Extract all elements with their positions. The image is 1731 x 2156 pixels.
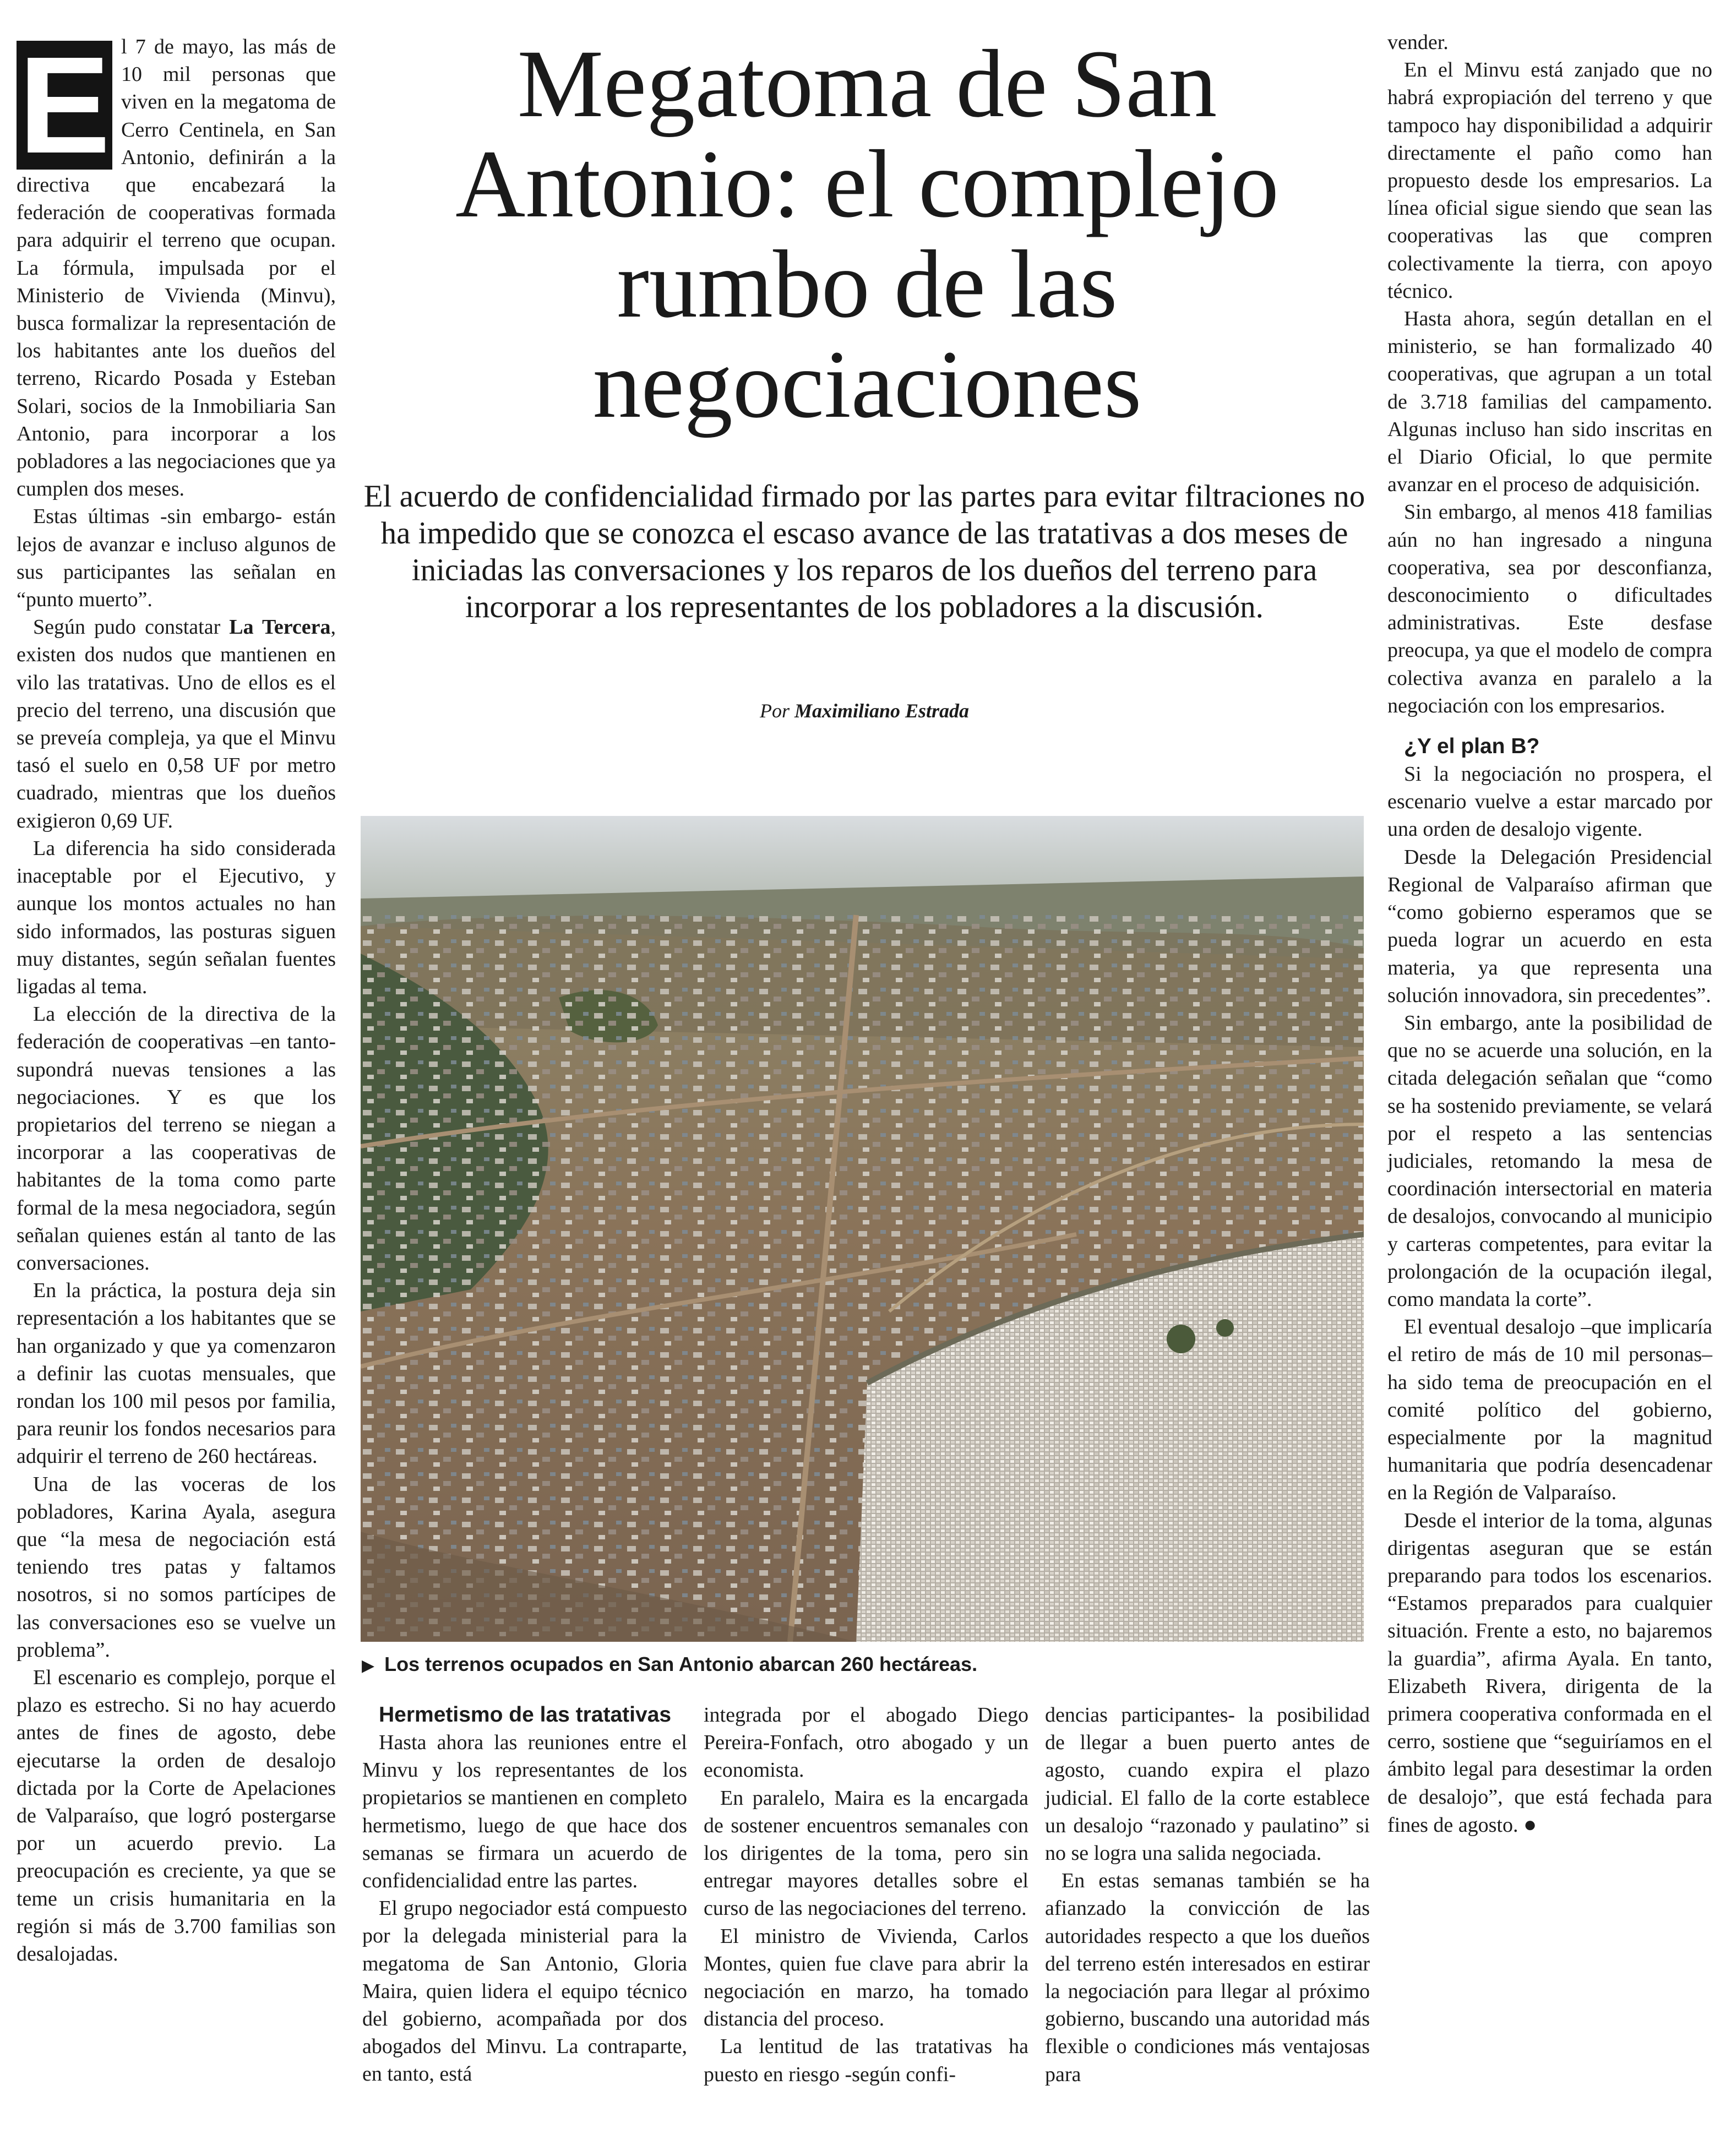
body-paragraph: Hasta ahora, según detallan en el ministerio, se han formalizado 40 cooperativas, que agrupan a un total de 3.718 familias del campamento. Algunas incluso han sido inscritas en el Diario Oficial, lo que permite avanzar en el proceso de adquisición. (1387, 307, 1712, 497)
drop-cap: E (17, 41, 112, 170)
byline-author: Maximiliano Estrada (794, 700, 970, 722)
body-paragraph: En estas semanas también se ha afianzado la convicción de las autoridades respecto a que los dueños del terreno estén interesados en estirar la negociación para llegar al próximo gobierno, buscando una autoridad más flexible o condiciones más ventajosas para (1045, 1869, 1370, 2086)
body-paragraph: Hasta ahora las reuniones entre el Minvu y los representantes de los propietarios se mantienen en completo hermetismo, luego de que hace dos semanas se firmara un acuerdo de confidencialidad entre las partes. (362, 1731, 687, 1893)
end-mark-icon: ● (1523, 1811, 1537, 1837)
byline-prefix: Por (759, 700, 790, 722)
body-paragraph: En la práctica, la postura deja sin representación a los habitantes que se han organizado y que ya comenzaron a definir las cuotas mensuales, que rondan los 100 mil pesos por familia, para reunir los fondos necesarios para adquirir el terreno de 260 hectáreas. (17, 1279, 336, 1468)
body-paragraph: La diferencia ha sido considerada inaceptable por el Ejecutivo, y aunque los montos actuales no han sido informados, las posturas siguen muy distantes, según señalan fuentes ligadas al tema. (17, 836, 336, 998)
body-paragraph: Si la negociación no prospera, el escenario vuelve a estar marcado por una orden de desalojo vigente. (1387, 763, 1712, 841)
body-paragraph (17, 613, 336, 835)
article-column-3 (704, 1701, 1028, 2088)
article-column-5 (1387, 29, 1712, 1839)
body-paragraph: Sin embargo, al menos 418 familias aún no han ingresado a ninguna cooperativa, sea por desconfianza, desconocimiento o dificultades administrativas. Este desfase preocupa, ya que el modelo de compra colectiva avanza en paralelo a la negociación con los empresarios. (1387, 500, 1712, 717)
body-paragraph: integrada por el abogado Diego Pereira-Fonfach, otro abogado y un economista. (704, 1703, 1028, 1782)
body-text: Según pudo constatar (33, 616, 221, 639)
body-paragraph: Desde la Delegación Presidencial Regional de Valparaíso afirman que “como gobierno esperamos que se pueda lograr un acuerdo en esta materia, ya que representa una solución innovadora, sin precedentes”. (1387, 845, 1712, 1007)
aerial-photo-illustration (361, 816, 1364, 1642)
caption-text: Los terrenos ocupados en San Antonio abarcan 260 hectáreas. (384, 1653, 978, 1675)
section-subhead: ¿Y el plan B? (1404, 734, 1540, 759)
body-paragraph: dencias participantes- la posibilidad de llegar a buen puerto antes de agosto, cuando expira el plazo judicial. El fallo de la corte establece un desalojo “razonado y paulatino” si no se logra una salida negociada. (1045, 1703, 1370, 1865)
body-paragraph: vender. (1387, 31, 1449, 54)
body-paragraph: En paralelo, Maira es la encargada de sostener encuentros semanales con los dirigentes de la toma, pero sin entregar mayores detalles sobre el curso de las negociaciones del terreno. (704, 1786, 1028, 1920)
body-paragraph: En el Minvu está zanjado que no habrá expropiación del terreno y que tampoco hay disponibilidad a adquirir directamente el paño como han propuesto desde los empresarios. La línea oficial sigue siendo que sean las cooperativas las que compren colectivamente la tierra, con apoyo técnico. (1387, 58, 1712, 303)
article-column-4 (1045, 1701, 1370, 2088)
deck: El acuerdo de confidencialidad firmado por las partes para evitar filtraciones no ha impedido que se conozca el escaso avance de las tratativas a dos meses de iniciadas las conversaciones y los reparos de los dueños del terreno para incorporar a los representantes de los pobladores a la discusión. (363, 479, 1365, 624)
byline (363, 699, 1365, 722)
body-paragraph: l 7 de mayo, las más de 10 mil personas que viven en la megatoma de Cerro Centinela, en San Antonio, definirán a la directiva que encabezará la federación de cooperativas formada para adquirir el terreno que ocupan. La fórmula, impulsada por el Ministerio de Vivienda (Minvu), busca formalizar la representación de los habitantes ante los dueños del terreno, Ricardo Posada y Esteban Solari, socios de la Inmobiliaria San Antonio, para incorporar a los pobladores a las negociaciones que ya cumplen dos meses. (17, 35, 336, 501)
body-paragraph: La lentitud de las tratativas ha puesto en riesgo -según confi- (704, 2035, 1028, 2086)
body-paragraph: El escenario es complejo, porque el plazo es estrecho. Si no hay acuerdo antes de fines de agosto, debe ejecutarse la orden de desalojo dictada por la Corte de Apelaciones de Valparaíso, que logró postergarse por un acuerdo previo. La preocupación es creciente, ya que se teme un crisis humanitaria en la región si más de 3.700 familias son desalojadas. (17, 1665, 336, 1966)
body-paragraph: El eventual desalojo –que implicaría el retiro de más de 10 mil personas– ha sido tema de preocupación en el comité político del gobierno, especialmente por la magnitud humanitaria que podría desencadenar en la Región de Valparaíso. (1387, 1315, 1712, 1505)
photo-caption (362, 1652, 1364, 1678)
caption-arrow-icon: ▶ (362, 1657, 375, 1675)
headline: Megatoma de San Antonio: el complejo rumbo de las negociaciones (455, 30, 1279, 438)
body-paragraph: Una de las voceras de los pobladores, Karina Ayala, asegura que “la mesa de negociación está teniendo tres patas y faltamos nosotros, si no somos partícipes de las conversaciones eso se vuelve un problema”. (17, 1472, 336, 1662)
body-text: Desde el interior de la toma, algunas dirigentas aseguran que se están preparando para todos los escenarios. “Estamos preparados para cualquier situación. Frente a esto, no bajaremos la guardia”, afirma Ayala. En tanto, Elizabeth Rivera, dirigenta de la primera cooperativa conformada en el cerro, sostiene que “seguiríamos en el ámbito legal para desestimar la orden de desalojo”, que está fechada para fines de agosto. (1387, 1509, 1712, 1837)
body-paragraph: La elección de la directiva de la federación de cooperativas –en tanto- supondrá nuevas tensiones a las negociaciones. Y es que los propietarios del terreno se niegan a incorporar a las cooperativas de habitantes de la toma como parte formal de la mesa negociadora, según señalan quienes están al tanto de las conversaciones. (17, 1003, 336, 1275)
body-paragraph (1387, 1507, 1712, 1839)
newspaper-name: La Tercera (229, 616, 331, 639)
body-text: , existen dos nudos que mantienen en vilo las tratativas. Uno de ellos es el precio del terreno, una discusión que se preveía compleja, ya que el Minvu tasó el suelo en 0,58 UF por metro cuadrado, mientras que los dueños exigieron 0,69 UF. (17, 616, 336, 832)
article-column-1 (17, 28, 336, 1968)
body-paragraph: Sin embargo, ante la posibilidad de que no se acuerde una solución, en la citada delegación señalan que “como se ha sostenido previamente, se velará por el respeto a las sentencias judiciales, retomando la mesa de coordinación intersectorial en materia de desalojos, convocando al municipio y carteras competentes, para evitar la prolongación de la ocupación ilegal, como mandata la corte”. (1387, 1011, 1712, 1311)
body-paragraph: El ministro de Vivienda, Carlos Montes, quien fue clave para abrir la negociación en marzo, ha tomado distancia del proceso. (704, 1924, 1028, 2031)
body-paragraph: El grupo negociador está compuesto por la delegada ministerial para la megatoma de San Antonio, Gloria Maira, quien lidera el equipo técnico del gobierno, acompañada por dos abogados del Minvu. La contraparte, en tanto, está (362, 1897, 687, 2086)
article-column-2 (362, 1701, 687, 2088)
body-paragraph: Estas últimas -sin embargo- están lejos de avanzar e incluso algunos de sus participantes las señalan en “punto muerto”. (17, 505, 336, 612)
aerial-photo (361, 816, 1364, 1642)
section-subhead: Hermetismo de las tratativas (379, 1703, 672, 1727)
